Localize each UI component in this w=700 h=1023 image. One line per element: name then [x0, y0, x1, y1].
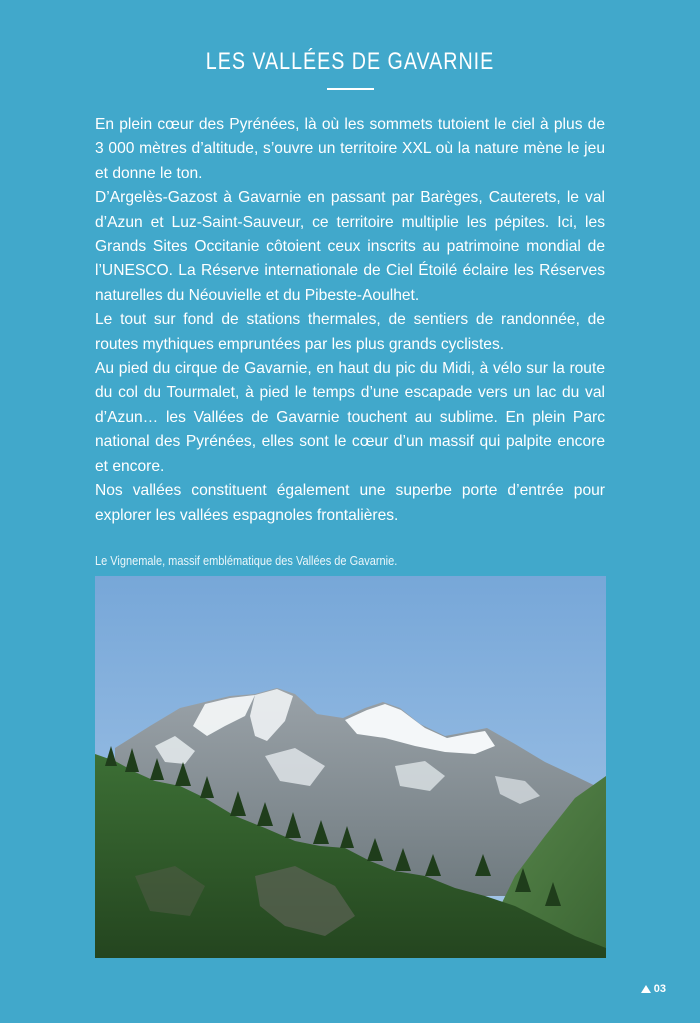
triangle-up-icon	[641, 985, 651, 993]
paragraph-3: Le tout sur fond de stations thermales, de sentiers de randonnée, de routes mythiques empruntées par les plus grands cyclistes.	[95, 311, 605, 353]
mountain-illustration	[95, 576, 606, 958]
photo-caption: Le Vignemale, massif emblématique des Vallées de Gavarnie.	[95, 554, 398, 568]
title-underline	[327, 88, 374, 90]
page-number-label: 03	[653, 983, 666, 995]
paragraph-2: D’Argelès-Gazost à Gavarnie en passant par Barèges, Cauterets, le val d’Azun et Luz-Saint-Sauveur, ce territoire multiplie les pépites. Ici, les Grands Sites Occitanie côtoient ceux inscrits au patrimoine mondial de l’UNESCO. La Réserve internationale de Ciel Étoilé éclaire les Réserves naturelles du Néouvielle et du Pibeste-Aoulhet.	[95, 189, 605, 304]
page-number	[641, 983, 666, 995]
paragraph-4: Au pied du cirque de Gavarnie, en haut du pic du Midi, à vélo sur la route du col du Tourmalet, à pied le temps d’une escapade vers un lac du val d’Azun… les Vallées de Gavarnie touchent au sublime. En plein Parc national des Pyrénées, elles sont le cœur d’un massif qui palpite encore et encore.	[95, 360, 605, 475]
page-title: LES VALLÉES DE GAVARNIE	[205, 48, 495, 75]
paragraph-1: En plein cœur des Pyrénées, là où les sommets tutoient le ciel à plus de 3 000 mètres d’altitude, s’ouvre un territoire XXL où la nature mène le jeu et donne le ton.	[95, 116, 605, 182]
vignemale-photo	[95, 576, 606, 958]
intro-text	[95, 113, 605, 528]
paragraph-5: Nos vallées constituent également une superbe porte d’entrée pour explorer les vallées espagnoles frontalières.	[95, 482, 605, 524]
